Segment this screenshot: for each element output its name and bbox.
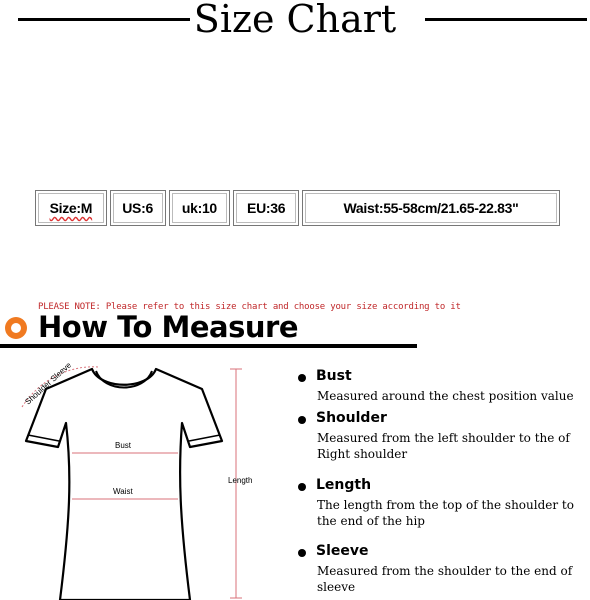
- bullet-icon: [298, 416, 306, 424]
- bullet-icon: [298, 549, 306, 557]
- waist-label: Waist: [113, 487, 133, 496]
- size-cell: Size:M: [35, 190, 107, 226]
- shoulder-sleeve-label: Shoulder Sleeve: [23, 360, 73, 407]
- section-rule: [0, 344, 417, 348]
- target-icon: [5, 317, 27, 339]
- measure-name: Sleeve: [316, 543, 369, 559]
- measure-desc: Measured from the left shoulder to the of Right shoulder: [317, 431, 570, 461]
- page-title: Size Chart: [193, 0, 397, 41]
- measure-desc: The length from the top of the shoulder to the end of the hip: [317, 498, 574, 528]
- measure-name: Length: [316, 477, 372, 493]
- bust-label: Bust: [115, 441, 132, 450]
- bullet-icon: [298, 374, 306, 382]
- size-table: [35, 190, 560, 226]
- uk-size-cell: uk:10: [169, 190, 231, 226]
- measure-desc: Measured from the shoulder to the end of sleeve: [317, 564, 573, 594]
- measure-name: Shoulder: [316, 410, 387, 426]
- waist-cell: Waist:55-58cm/21.65-22.83": [302, 190, 560, 226]
- length-label: Length: [228, 476, 253, 485]
- how-to-measure-title: How To Measure: [38, 310, 299, 344]
- tshirt-outline: [26, 369, 222, 600]
- us-size-cell: US:6: [110, 190, 166, 226]
- bullet-icon: [298, 483, 306, 491]
- size-note: PLEASE NOTE: Please refer to this size chart and choose your size according to it: [38, 302, 461, 312]
- eu-size-cell: EU:36: [233, 190, 299, 226]
- measure-name: Bust: [316, 368, 352, 384]
- measure-desc: Measured around the chest position value: [317, 389, 574, 403]
- tshirt-diagram: [0, 355, 290, 600]
